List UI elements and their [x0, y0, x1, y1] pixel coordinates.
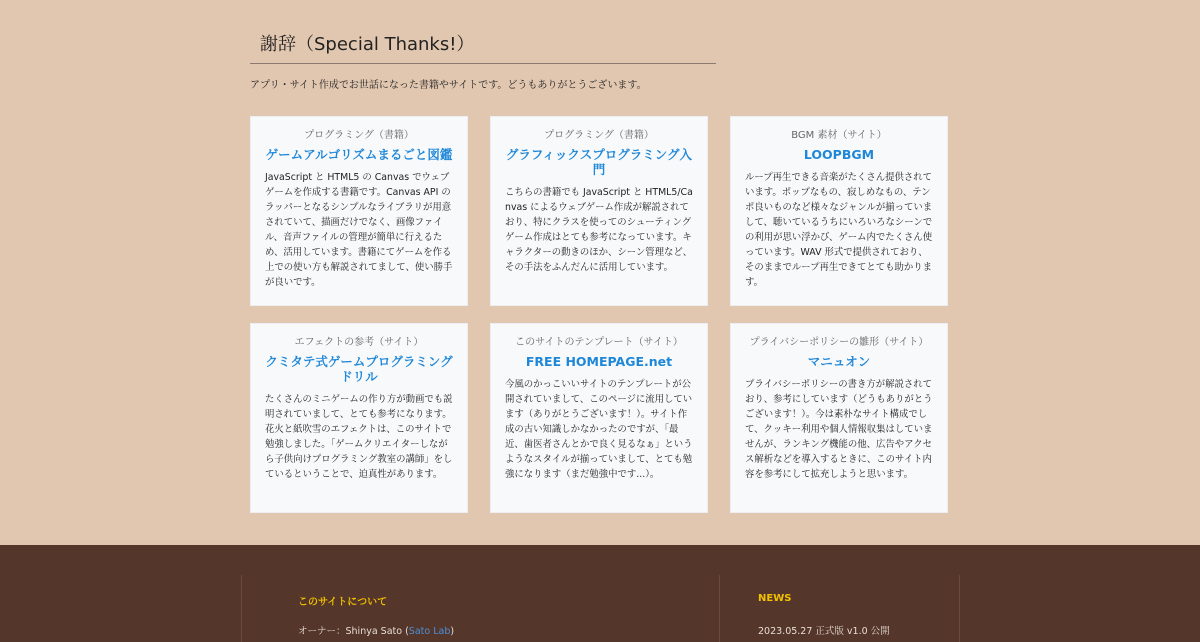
card-title-link[interactable]: クミタテ式ゲームプログラミングドリル [265, 354, 453, 384]
card-title-link[interactable]: ゲームアルゴリズムまるごと図鑑 [265, 147, 453, 162]
card-category: プログラミング（書籍） [304, 130, 414, 141]
card-title-link[interactable]: マニュオン [807, 354, 871, 369]
footer-about-column [241, 575, 720, 642]
thanks-card [250, 116, 468, 306]
footer-owner-suffix: ) [450, 626, 455, 637]
sato-lab-link[interactable]: Sato Lab [408, 626, 451, 637]
card-title-link[interactable]: グラフィックスプログラミング入門 [505, 147, 693, 177]
card-description: JavaScript と HTML5 の Canvas でウェブゲームを作成する書籍です。Canvas API のラッパーとなるシンプルなライブラリが用意されていて、描画だけでなく、画像ファイル、音声ファイルの管理が簡単に行えるため、活用しています。書籍にてゲームを作る上での使い方も解説されてまして、使い勝手が良いです。 [265, 172, 453, 288]
section-title: 謝辞（Special Thanks!） [260, 34, 475, 55]
thanks-card [490, 323, 708, 513]
card-description: ループ再生できる音楽がたくさん提供されています。ポップなもの、寂しめなもの、テンポ良いものなど様々なジャンルが揃っていまして、聴いているうちにいろいろなシーンでの利用が思い浮かび、ゲーム内でたくさん使っています。WAV 形式で提供されており、そのままでループ再生できてとても助かります。 [745, 172, 933, 288]
thanks-card [490, 116, 708, 306]
card-title-link[interactable]: LOOPBGM [803, 147, 875, 162]
footer-owner-label: オーナー：Shinya Sato ( [298, 626, 409, 637]
section-title-bar [250, 30, 716, 64]
footer-owner [298, 623, 454, 637]
footer-about-heading: このサイトについて [298, 597, 388, 608]
thanks-card [730, 323, 948, 513]
card-title-link[interactable]: FREE HOMEPAGE.net [525, 354, 673, 369]
footer-news-item[interactable]: 2023.05.27 正式版 v1.0 公開 [758, 626, 890, 637]
footer-news-column [720, 575, 960, 642]
site-footer [0, 545, 1200, 642]
thanks-card [730, 116, 948, 306]
section-intro: アプリ・サイト作成でお世話になった書籍やサイトです。どうもありがとうございます。 [250, 80, 647, 91]
card-category: プログラミング（書籍） [544, 130, 654, 141]
card-description: こちらの書籍でも JavaScript と HTML5/Canvas によるウェブゲーム作成が解説されており、特にクラスを使ってのシューティングゲーム作成はとても参考になっています。キャラクターの動きのほか、シーン管理など、その手法をふんだんに活用しています。 [505, 187, 693, 273]
card-category: プライバシーポリシーの雛形（サイト） [749, 337, 929, 348]
card-category: BGM 素材（サイト） [791, 130, 887, 141]
card-category: エフェクトの参考（サイト） [294, 337, 424, 348]
footer-news-heading: NEWS [758, 593, 792, 604]
card-description: 今風のかっこいいサイトのテンプレートが公開されていまして、このページに流用しています（ありがとうございます！）。サイト作成の古い知識しかなかったのですが、「最近、歯医者さんとかで良く見るなぁ」というようなスタイルが揃っていまして、とても勉強になります（まだ勉強中です...）。 [505, 379, 693, 480]
card-description: プライバシーポリシーの書き方が解説されており、参考にしています（どうもありがとうございます！）。今は素朴なサイト構成でして、クッキー利用や個人情報収集はしていませんが、ランキング機能の他、広告やアクセス解析などを導入するときに、このサイト内容を参考にして拡充しようと思います。 [745, 379, 933, 480]
thanks-card [250, 323, 468, 513]
card-category: このサイトのテンプレート（サイト） [515, 337, 683, 348]
card-description: たくさんのミニゲームの作り方が動画でも説明されていまして、とても参考になります。花火と紙吹雪のエフェクトは、このサイトで勉強しました。「ゲームクリエイターしながら子供向けプログラミング教室の講師」をしているということで、迫真性があります。 [265, 394, 453, 480]
